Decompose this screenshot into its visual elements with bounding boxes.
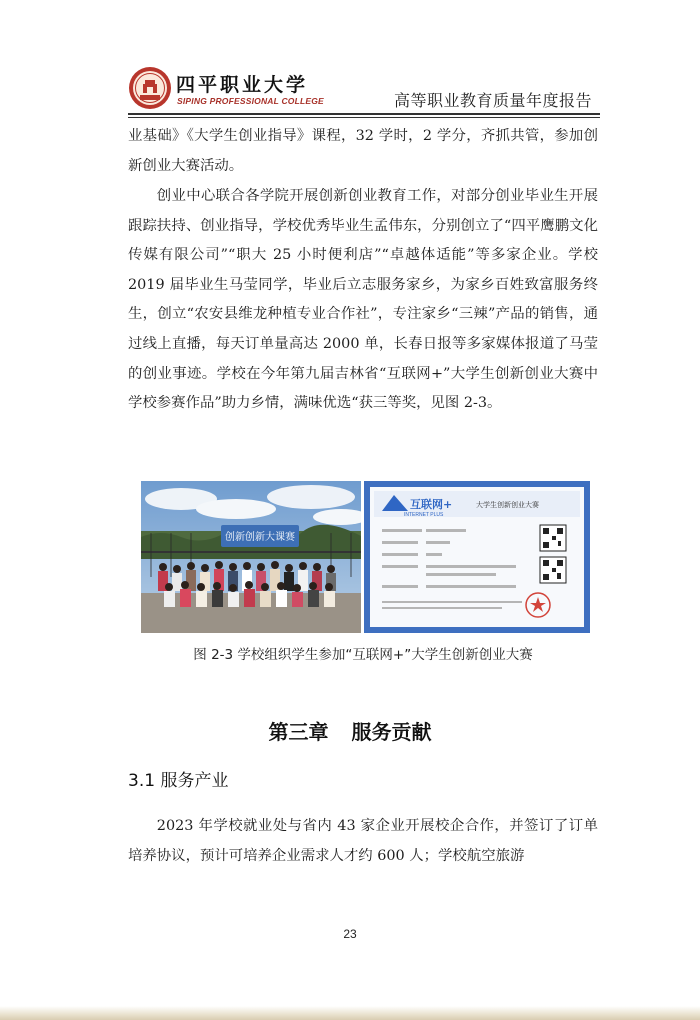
section-heading: 3.1 服务产业 xyxy=(128,771,229,791)
header-rule xyxy=(128,113,600,115)
cert-logo-text: 互联网+ xyxy=(410,498,453,511)
cert-logo-sub: INTERNET PLUS xyxy=(404,512,444,518)
chapter-title: 服务贡献 xyxy=(351,720,432,744)
page-number: 23 xyxy=(343,927,357,941)
cert-title: 大学生创新创业大赛 xyxy=(476,501,539,509)
event-banner-text: 创新创新大课赛 xyxy=(225,532,295,543)
college-name-en: SIPING PROFESSIONAL COLLEGE xyxy=(177,96,324,106)
college-name-cn: 四平职业大学 xyxy=(176,74,309,96)
report-title: 高等职业教育质量年度报告 xyxy=(393,91,592,110)
paragraph-course: 业基础》《大学生创业指导》课程，32 学时，2 学分，齐抓共管，参加创新创业大赛活动。 xyxy=(128,128,598,174)
chapter-number: 第三章 xyxy=(268,720,329,744)
paragraph-entrepreneurship: 创业中心联合各学院开展创新创业教育工作，对部分创业毕业生开展跟踪扶持、创业指导，学校优秀毕业生孟伟东，分别创立了“四平鹰鹏文化传媒有限公司”“职大 25 小时便利店”“卓越体适能”等多家企业。学校 2019 届毕业生马莹同学，毕业后立志服务家乡，为家乡百姓致富服务终生，创立“农安县维龙种植专业合作社”，专注家乡“三辣”产品的销售，通过线上直播，每天订单量高达 2000 单，长春日报等多家媒体报道了马莹的创业事迹。学校在今年第九届吉林省“互联网+”大学生创新创业大赛中学校参赛作品”助力乡情，满味优选“获三等奖，见图 2-3。 xyxy=(128,188,598,412)
header-rule-thin xyxy=(128,117,600,118)
group-photo xyxy=(141,481,361,633)
footer-decoration xyxy=(0,1006,700,1020)
chapter-heading xyxy=(0,716,700,745)
competition-certificate xyxy=(364,481,590,633)
figure-caption: 图 2-3 学校组织学生参加“互联网+”大学生创新创业大赛 xyxy=(193,647,533,663)
page-header xyxy=(0,0,700,118)
college-seal-icon xyxy=(128,66,172,110)
paragraph-service: 2023 年学校就业处与省内 43 家企业开展校企合作，并签订了订单培养协议，预计可培养企业需求人才约 600 人；学校航空旅游 xyxy=(128,818,598,864)
